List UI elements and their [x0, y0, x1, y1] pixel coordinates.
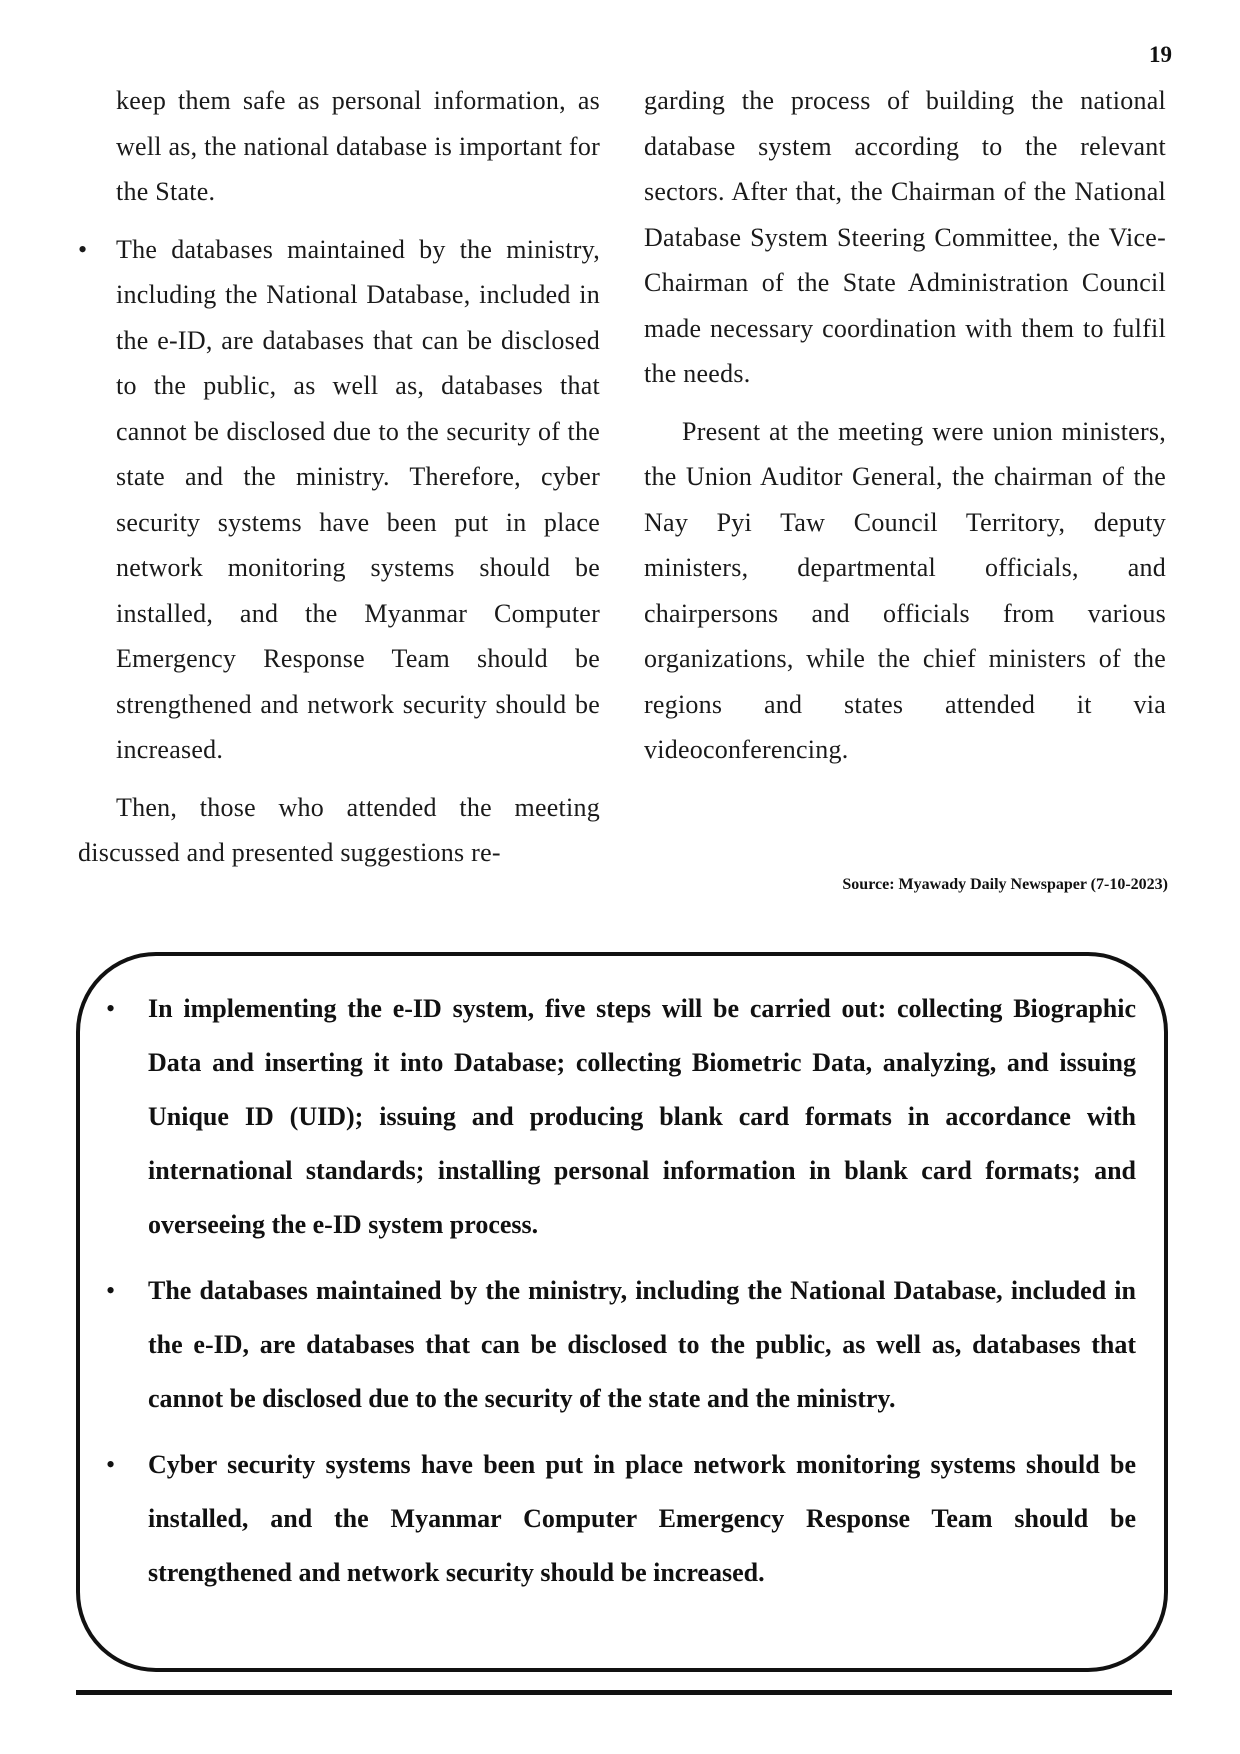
bottom-rule — [76, 1690, 1172, 1695]
bullet-icon: • — [78, 234, 88, 264]
left-continuation-text: keep them safe as personal information, as well as, the national database is important for the State. — [116, 86, 600, 206]
left-bullet-item — [78, 227, 600, 773]
summary-list — [104, 982, 1136, 1612]
left-column — [78, 78, 600, 876]
page-number: 19 — [1149, 42, 1172, 67]
right-paragraph: Present at the meeting were union ministers, the Union Auditor General, the chairman of the Nay Pyi Taw Council Territory, deputy ministers, departmental officials, and chairpersons and officials from various organizations, while the chief ministers of the regions and states attended it via videoconferencing. — [644, 416, 1166, 764]
summary-item — [104, 1264, 1136, 1426]
bullet-icon: • — [106, 1276, 116, 1305]
summary-item — [104, 1438, 1136, 1600]
summary-item — [104, 982, 1136, 1252]
left-paragraph: Then, those who attended the meeting discussed and presented suggestions re- — [78, 792, 600, 867]
bullet-icon: • — [106, 994, 116, 1023]
source-citation: Source: Myawady Daily Newspaper (7-10-2023) — [842, 876, 1168, 893]
left-bullet-text: The databases maintained by the ministry, including the National Database, included in the e-ID, are databases that can be disclosed to the public, as well as, databases that cannot be disclosed due to the security of the state and the ministry. Therefore, cyber security systems have been put in place network monitoring systems should be installed, and the Myanmar Computer Emergency Response Team should be strengthened and network security should be increased. — [116, 234, 600, 764]
right-column — [644, 78, 1166, 773]
summary-item-text: The databases maintained by the ministry, including the National Database, included in the e-ID, are databases that can be disclosed to the public, as well as, databases that cannot be disclosed due to the security of the state and the ministry. — [148, 1276, 1136, 1413]
bullet-icon: • — [106, 1450, 116, 1479]
right-continuation-text: garding the process of building the national database system according to the relevant sectors. After that, the Chairman of the National Database System Steering Committee, the Vice-Chairman of the State Administration Council made necessary coordination with them to fulfil the needs. — [644, 86, 1166, 388]
summary-item-text: Cyber security systems have been put in place network monitoring systems should be installed, and the Myanmar Computer Emergency Response Team should be strengthened and network security should be increased. — [148, 1450, 1136, 1587]
summary-item-text: In implementing the e-ID system, five steps will be carried out: collecting Biographic Data and inserting it into Database; collecting Biometric Data, analyzing, and issuing Unique ID (UID); issuing and producing blank card formats in accordance with international standards; installing personal information in blank card formats; and overseeing the e-ID system process. — [148, 994, 1136, 1239]
